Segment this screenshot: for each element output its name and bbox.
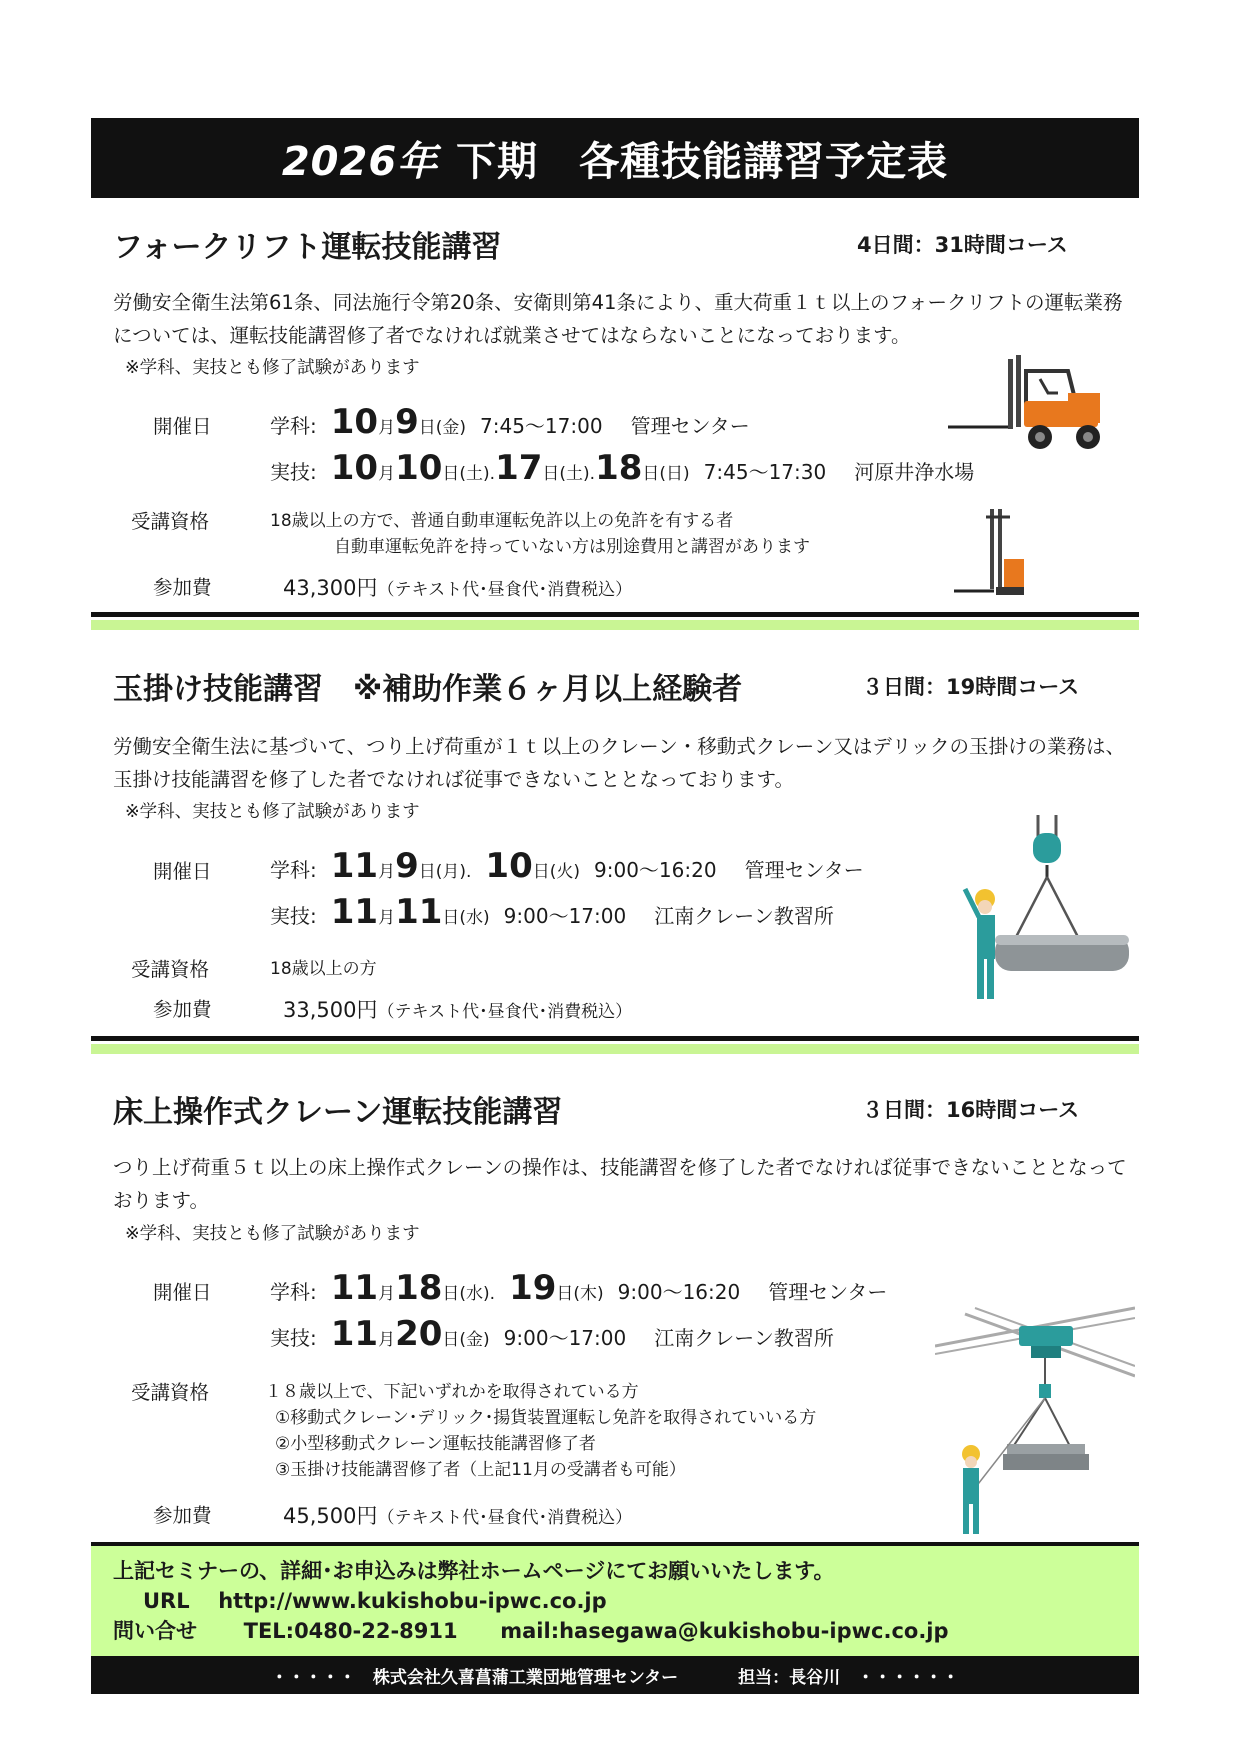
footer-company: ・・・・・ 株式会社久喜菖蒲工業団地管理センター xyxy=(270,1667,679,1688)
weekday: 日(木) xyxy=(556,1284,604,1304)
section-title-floor-crane: 床上操作式クレーン運転技能講習 xyxy=(113,1095,563,1130)
fee-note: （テキスト代･昼食代･消費税込） xyxy=(377,580,633,600)
day: 18 xyxy=(395,1268,443,1308)
exam-note-floor-crane: ※学科、実技とも修了試験があります xyxy=(125,1224,420,1244)
inquiry-row xyxy=(113,1616,1117,1646)
lecture-date-row xyxy=(270,1268,887,1308)
place: 江南クレーン教習所 xyxy=(654,904,834,928)
practical-label: 実技: xyxy=(270,1326,317,1350)
section-divider xyxy=(91,1036,1139,1041)
title-year: 2026年 xyxy=(281,138,439,185)
practical-date-row xyxy=(270,448,974,488)
qualification-line: ②小型移動式クレーン運転技能講習修了者 xyxy=(275,1434,596,1454)
qualification-label: 受講資格 xyxy=(131,510,210,533)
fee-value xyxy=(283,572,632,602)
course-length-forklift: 4日間：31時間コース xyxy=(857,233,1068,257)
section-title-slinging: 玉掛け技能講習 ※補助作業６ヶ月以上経験者 xyxy=(113,672,743,707)
day: 18 xyxy=(595,448,643,488)
day: 11 xyxy=(395,892,443,932)
weekday: 日(金) xyxy=(418,418,467,438)
qualification-line: １８歳以上で、下記いずれかを取得されている方 xyxy=(265,1382,639,1402)
weekday: 日(日) xyxy=(642,464,690,484)
section-divider xyxy=(91,612,1139,617)
contact-message: 上記セミナーの、詳細･お申込みは弊社ホームページにてお願いいたします。 xyxy=(113,1559,835,1583)
qualification-label: 受講資格 xyxy=(131,958,210,981)
lecture-label: 学科: xyxy=(270,858,317,882)
month: 10 xyxy=(330,402,379,442)
month-unit: 月 xyxy=(378,464,396,484)
contact-box xyxy=(91,1542,1139,1656)
time: 9:00～17:00 xyxy=(503,1326,627,1350)
section-divider-green xyxy=(91,1044,1139,1054)
month-unit: 月 xyxy=(378,1284,396,1304)
fee-label: 参加費 xyxy=(153,576,212,599)
place: 管理センター xyxy=(630,414,750,438)
month-unit: 月 xyxy=(378,418,396,438)
practical-date-row xyxy=(270,1314,834,1354)
overhead-crane-icon xyxy=(935,1306,1135,1536)
weekday: 日(水) xyxy=(442,908,490,928)
page-title xyxy=(91,118,1139,198)
forklift-icon xyxy=(948,353,1106,453)
fee-label: 参加費 xyxy=(153,1504,212,1527)
url-row xyxy=(113,1586,1117,1616)
fee-value xyxy=(283,994,632,1024)
description-forklift: 労働安全衛生法第61条、同法施行令第20条、安衛則第41条により、重大荷重１ｔ以上のフォークリフトの運転業務については、運転技能講習修了者でなければ就業させてはならないことになっております。 xyxy=(113,291,1123,347)
time: 9:00～17:00 xyxy=(503,904,627,928)
date-label: 開催日 xyxy=(153,1281,212,1304)
fee-note: （テキスト代･昼食代･消費税込） xyxy=(377,1002,633,1022)
day: 9 xyxy=(395,846,419,886)
day: 19 xyxy=(509,1268,557,1308)
time: 9:00～16:20 xyxy=(617,1280,741,1304)
qualification-line: ③玉掛け技能講習修了者（上記11月の受講者も可能） xyxy=(275,1460,686,1480)
weekday: 日(火) xyxy=(532,862,581,882)
email-link[interactable]: mail:hasegawa@kukishobu-ipwc.co.jp xyxy=(500,1619,949,1643)
month: 10 xyxy=(330,448,379,488)
course-length-slinging: ３日間：19時間コース xyxy=(862,675,1080,699)
month-unit: 月 xyxy=(378,862,396,882)
lecture-date-row xyxy=(270,402,750,442)
fee-value xyxy=(283,1500,632,1530)
weekday: 日(土). xyxy=(542,464,596,484)
description-slinging: 労働安全衛生法に基づいて、つり上げ荷重が１ｔ以上のクレーン・移動式クレーン又はデリックの玉掛けの業務は、玉掛け技能講習を修了した者でなければ従事できないこととなっております。 xyxy=(113,735,1126,791)
footer-contact-person: 担当：長谷川 ・・・・・・ xyxy=(738,1667,960,1688)
month: 11 xyxy=(330,1268,379,1308)
section-divider-green xyxy=(91,620,1139,630)
exam-note-forklift: ※学科、実技とも修了試験があります xyxy=(125,358,420,378)
exam-note-slinging: ※学科、実技とも修了試験があります xyxy=(125,802,420,822)
time: 7:45～17:00 xyxy=(480,414,603,438)
qualification-label: 受講資格 xyxy=(131,1381,210,1404)
qualification-line: 18歳以上の方 xyxy=(270,959,377,979)
lecture-label: 学科: xyxy=(270,1280,317,1304)
day: 10 xyxy=(485,846,533,886)
weekday: 日(水). xyxy=(442,1284,496,1304)
qualification-line: 18歳以上の方で、普通自動車運転免許以上の免許を有する者 xyxy=(270,511,734,531)
month-unit: 月 xyxy=(378,908,396,928)
day: 20 xyxy=(395,1314,443,1354)
month: 11 xyxy=(330,892,379,932)
fee-amount: 43,300円 xyxy=(283,576,378,600)
section-title-forklift: フォークリフト運転技能講習 xyxy=(113,230,502,265)
day: 17 xyxy=(495,448,543,488)
time: 7:45～17:30 xyxy=(703,460,827,484)
fee-amount: 45,500円 xyxy=(283,1504,378,1528)
date-label: 開催日 xyxy=(153,415,212,438)
weekday: 日(土). xyxy=(442,464,496,484)
website-link[interactable]: http://www.kukishobu-ipwc.co.jp xyxy=(218,1589,607,1613)
place: 河原井浄水場 xyxy=(854,460,975,484)
day: 10 xyxy=(395,448,443,488)
url-label: URL xyxy=(143,1589,190,1613)
title-text: 下期 各種技能講習予定表 xyxy=(456,138,949,185)
fee-amount: 33,500円 xyxy=(283,998,378,1022)
day: 9 xyxy=(395,402,419,442)
month: 11 xyxy=(330,846,379,886)
reach-forklift-icon xyxy=(950,507,1028,599)
place: 江南クレーン教習所 xyxy=(654,1326,834,1350)
slinging-worker-icon xyxy=(955,815,1133,1007)
lecture-date-row xyxy=(270,846,864,886)
fee-label: 参加費 xyxy=(153,998,212,1021)
course-length-floor-crane: ３日間：16時間コース xyxy=(862,1098,1080,1122)
place: 管理センター xyxy=(744,858,864,882)
place: 管理センター xyxy=(768,1280,888,1304)
month-unit: 月 xyxy=(378,1330,396,1350)
qualification-line: 自動車運転免許を持っていない方は別途費用と講習があります xyxy=(334,537,810,557)
practical-date-row xyxy=(270,892,834,932)
weekday: 日(月). xyxy=(418,862,472,882)
practical-label: 実技: xyxy=(270,460,317,484)
date-label: 開催日 xyxy=(153,860,212,883)
time: 9:00～16:20 xyxy=(594,858,717,882)
qualification-line: ①移動式クレーン･デリック･揚貨装置運転し免許を取得されていいる方 xyxy=(275,1408,817,1428)
inquiry-label: 問い合せ xyxy=(113,1619,197,1643)
phone-number[interactable]: TEL:0480-22-8911 xyxy=(243,1619,458,1643)
footer xyxy=(91,1656,1139,1694)
practical-label: 実技: xyxy=(270,904,317,928)
month: 11 xyxy=(330,1314,379,1354)
fee-note: （テキスト代･昼食代･消費税込） xyxy=(377,1508,633,1528)
description-floor-crane: つり上げ荷重５ｔ以上の床上操作式クレーンの操作は、技能講習を修了した者でなければ従事できないこととなっております。 xyxy=(113,1156,1127,1212)
lecture-label: 学科: xyxy=(270,414,317,438)
weekday: 日(金) xyxy=(442,1330,490,1350)
